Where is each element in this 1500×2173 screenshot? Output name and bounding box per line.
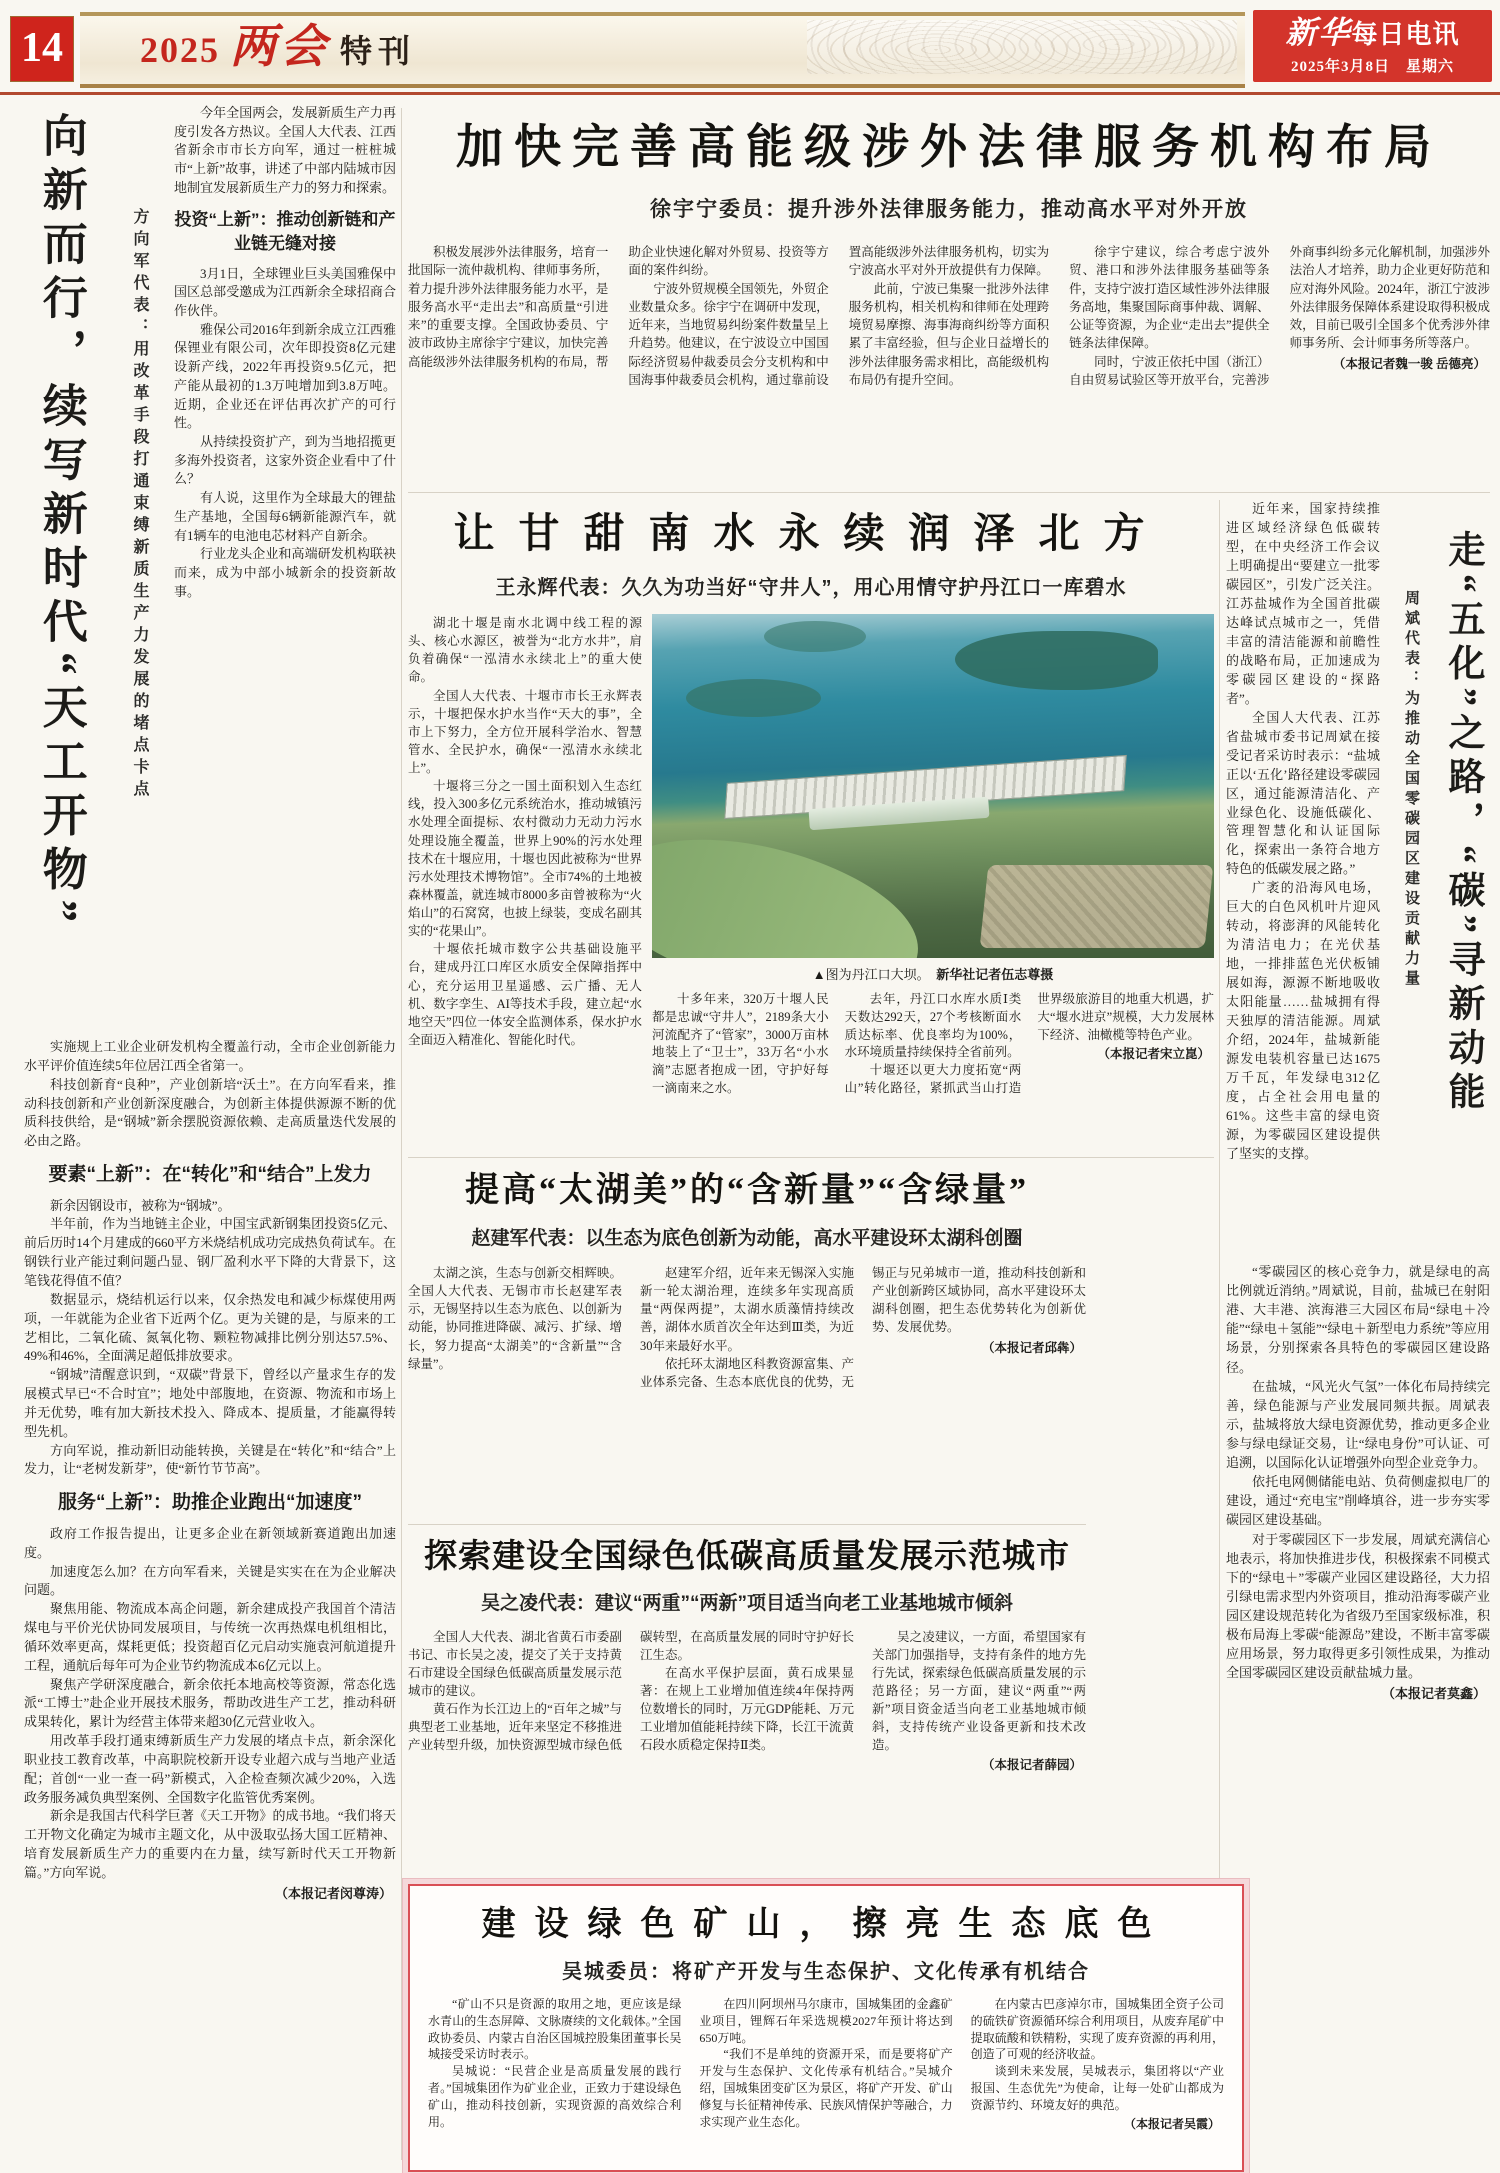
banner-year: 2025 (140, 30, 220, 70)
article-c-photo-block (652, 614, 1214, 1146)
photo-island-shape (686, 679, 821, 717)
paragraph: 有人说，这里作为全球最大的锂盐生产基地，全国每6辆新能源汽车，就有1辆车的电池电芯材料产自新余。 (174, 490, 396, 543)
article-b-byline: 徐宇宁委员：提升涉外法律服务能力，推动高水平对外开放 (650, 198, 1248, 221)
photo-caption: ▲图为丹江口大坝。 新华社记者伍志尊摄 (812, 967, 1054, 982)
article-a-lead-column (170, 104, 396, 1032)
article-e-body (408, 1628, 1086, 1860)
paragraph: 加速度怎么加？在方向军看来，关键是实实在在为企业解决问题。 (24, 1563, 396, 1598)
paragraph: 湖北十堰是南水北调中线工程的源头、核心水源区，被誉为“北方水井”，肩负着确保“一泓清水永续北上”的重大使命。 (408, 616, 642, 685)
paragraph: 新余是我国古代科学巨著《天工开物》的成书地。“我们将天工开物文化确定为城市主题文化，从中汲取弘扬大国工匠精神、培育发展新质生产力的重要内在力量，续写新时代天工开物新篇。”方向军说。 (24, 1808, 396, 1880)
article-c-byline: 王永辉代表：久久为功当好“守井人”，用心用情守护丹江口一库碧水 (495, 577, 1127, 599)
paragraph: 十多年来，320万十堰人民都是忠诚“守井人”，2189条大小河流配齐了“管家”，3000万亩林地装上了“卫士”，33万名“小水滴”志愿者抱成一团，守护好每一滴南来之水。 (652, 992, 829, 1095)
paragraph: 此前，宁波已集聚一批涉外法律服务机构，相关机构和律师在处理跨境贸易摩擦、海事海商纠纷等方面积累了丰富经验，但与企业日益增长的涉外法律服务需求相比，高能级机构布局仍有提升空间。 (848, 281, 1050, 387)
article-a-headline: 向新而行，续写新时代“天工开物” (35, 112, 86, 931)
article-c-headline: 让甘甜南水永续润泽北方 (453, 510, 1169, 556)
article-c-reporter-signature: （本报记者宋立崑） (1097, 1047, 1210, 1062)
article-g-body (1226, 1262, 1490, 2150)
paragraph: “我们不是单纯的资源开采，而是要将矿产开发与生态保护、文化传承有机结合。”吴城介绍，国城集团变矿区为景区，将矿产开发、矿山修复与长征精神传承、民族风情保护等融合，力求实现产业生态化。 (699, 2047, 953, 2129)
article-a-byline: 方向军代表：用改革手段打通束缚新质生产力发展的堵点卡点 (131, 208, 148, 802)
article-e-reporter-signature: （本报记者薛园） (981, 1758, 1082, 1772)
column-rule-left (401, 108, 402, 2160)
article-g-reporter-signature: （本报记者莫鑫） (1381, 1686, 1486, 1702)
article-g-lead-column (1226, 500, 1380, 1248)
article-a-section3-text (24, 1525, 396, 1883)
paragraph: “零碳园区的核心竞争力，就是绿电的高比例就近消纳。”周斌说，目前，盐城已在射阳港、大丰港、滨海港三大园区布局“绿电＋冷能”“绿电＋氢能”“绿电＋新型电力系统”等应用场景，分别探索各具特色的零碳园区建设路径。 (1226, 1264, 1490, 1375)
paragraph: 广袤的沿海风电场，巨大的白色风机叶片迎风转动，将澎湃的风能转化为清洁电力；在光伏基地，一排排蓝色光伏板铺展如海，源源不断地吸收太阳能量……盐城拥有得天独厚的清洁能源。周斌介绍，2024年，盐城新能源发电装机容量已达1675万千瓦，年发绿电312亿度，占全社会用电量的61%。这些丰富的绿电资源，为零碳园区建设提供了坚实的支撑。 (1226, 880, 1380, 1161)
article-c-left-column (408, 614, 642, 1146)
paragraph: 政府工作报告提出，让更多企业在新领域新赛道跑出加速度。 (24, 1525, 396, 1560)
article-green-lowcarbon-city (408, 1530, 1086, 1872)
article-b-body (408, 243, 1490, 484)
paragraph: 在盐城，“风光火气氢”一体化布局持续完善，绿色能源与产业发展同频共振。周斌表示，盐城将放大绿电资源优势，推动更多企业参与绿电绿证交易，让“绿电身份”可认证、可追溯，以国际化认证增强外向型企业竞争力。 (1226, 1378, 1490, 1471)
section-rule-2 (408, 1157, 1214, 1158)
paragraph: 新余因钢设市，被称为“钢城”。 (50, 1197, 231, 1213)
paragraph: “钢城”清醒意识到，“双碳”背景下，曾经以产量求生存的发展模式早已“不合时宜”；地处中部腹地，在资源、物流和市场上并无优势，唯有加大新技术投入、降成本、提质量，才能赢得转型先机。 (24, 1367, 396, 1439)
paragraph: 十堰还以更大力度拓宽“两山”转化路径，紧抓武当山打造世界级旅游目的地重大机遇，扩大“堰水进京”规模，大力发展林下经济、油橄榄等特色产业。 (844, 992, 1214, 1095)
article-f-headline: 建设绿色矿山，擦亮生态底色 (481, 1906, 1171, 1943)
paragraph: 从持续投资扩产，到为当地招揽更多海外投资者，这家外资企业看中了什么？ (174, 434, 396, 487)
article-zero-carbon-parks (1226, 500, 1490, 2162)
article-a-section1-continued (24, 1038, 396, 1151)
article-f-body (428, 1996, 1224, 2164)
article-g-byline: 周斌代表：为推动全国零碳园区建设贡献力量 (1403, 590, 1420, 990)
article-south-north-water (408, 500, 1214, 1152)
paragraph: 积极发展涉外法律服务，培育一批国际一流仲裁机构、律师事务所，着力提升涉外法律服务能力水平，是服务高水平“走出去”和高质量“引进来”的重要支撑。全国政协委员、宁波市政协主席徐宇宁建议，加快完善高能级涉外法律服务机构的布局，帮助企业快速化解对外贸易、投资等方面的案件纠纷。 (408, 245, 829, 369)
danjiangkou-dam-photo (652, 614, 1214, 958)
article-d-body (408, 1264, 1086, 1510)
paragraph: 方向军说，推动新旧动能转换，关键是在“转化”和“结合”上发力，让“老树发新芽”，使“新竹节节高”。 (24, 1442, 396, 1477)
masthead-title-script: 新华 (1285, 15, 1352, 51)
article-f-reporter-signature: （本报记者吴霞） (1123, 2116, 1220, 2131)
article-d-byline: 赵建军代表：以生态为底色创新为动能，高水平建设环太湖科创圈 (471, 1228, 1023, 1249)
article-d-reporter-signature: （本报记者邱犇） (981, 1340, 1082, 1355)
paragraph: 太湖之滨，生态与创新交相辉映。全国人大代表、无锡市市长赵建军表示，无锡坚持以生态为底色、以创新为动能，协同推进降碳、减污、扩绿、增长，努力提高“太湖美”的“含新量”“含绿量”。 (408, 1266, 622, 1371)
paragraph: 十堰将三分之一国土面积划入生态红线，投入300多亿元系统治水，推动城镇污水处理全面提标、农村微动力无动力污水处理设施全覆盖，世界上90%的污水处理技术在十堰应用，十堰也因此被称为“世界污水处理技术博物馆”。全市74%的土地被森林覆盖，就连城市8000多亩曾被称为“火焰山”的石窝窝，也披上绿装，变成名副其实的“花果山”。 (408, 779, 642, 939)
paragraph: 近年来，国家持续推进区域经济绿色低碳转型，在中央经济工作会议上明确提出“要建立一批零碳园区”，引发广泛关注。江苏盐城作为全国首批碳达峰试点城市之一，凭借丰富的清洁能源和前瞻性的战略布局，正加速成为零碳园区建设的“探路者”。 (1226, 501, 1380, 706)
edition-banner (80, 12, 1245, 88)
paragraph: 聚焦产学研深度融合，新余依托本地高校等资源，常态化选派“工博士”赴企业开展技术服务，帮助改进生产工艺，推动科研成果转化，累计为经营主体带来超30亿元营业收入。 (24, 1676, 396, 1730)
paragraph: 十堰依托城市数字公共基础设施平台，建成丹江口库区水质安全保障指挥中心，充分运用卫星遥感、云广播、无人机、数字孪生、AI等技术手段，建立起“水地空天”四位一体安全监测体系，保水护水全面迈入精准化、智能化时代。 (408, 942, 642, 1047)
article-g-vertical-headline-block (1380, 500, 1488, 1248)
article-foreign-legal-services (408, 104, 1490, 484)
article-a-vertical-headline-block (24, 104, 170, 1032)
paragraph: 赵建军介绍，近年来无锡深入实施新一轮太湖治理，连续多年实现高质量“两保两提”，太湖水质藻情持续改善，湖体水质首次全年达到Ⅲ类，为近30年来最好水平。 (640, 1266, 854, 1353)
paragraph: 实施规上工业企业研发机构全覆盖行动，全市企业创新能力水平评价值连续5年位居江西全省第一。 (24, 1039, 396, 1073)
article-a-body (24, 1038, 396, 2148)
article-g-headline: 走“五化”之路，“碳”寻新动能 (1442, 530, 1483, 1116)
masthead (1253, 10, 1492, 82)
page-number: 14 (10, 16, 74, 82)
paragraph: 宁波外贸规模全国领先，外贸企业数量众多。徐宇宁在调研中发现，近年来，当地贸易纠纷案件数量呈上升趋势。他建议，在宁波设立中国国际经济贸易仲裁委员会分支机构和中国海事仲裁委员会机构，通过靠前设置高能级涉外法律服务机构，切实为宁波高水平对外开放提供有力保障。 (628, 245, 1050, 387)
paragraph: 依托环太湖地区科教资源富集、产业体系完备、生态本底优良的优势，无锡正与兄弟城市一道，推动科技创新和产业创新跨区域协同，高水平建设环太湖科创圈，把生态优势转化为创新优势、发展优势。 (640, 1266, 1086, 1389)
paragraph: 行业龙头企业和高端研发机构联袂而来，成为中部小城新余的投资新故事。 (174, 546, 396, 599)
photo-island-shape (764, 621, 865, 652)
paragraph: 谈到未来发展，吴城表示，集团将以“产业报国、生态优先”为使命，让每一处矿山都成为资源节约、环境友好的典范。 (970, 2064, 1224, 2112)
article-e-headline: 探索建设全国绿色低碳高质量发展示范城市 (424, 1539, 1070, 1575)
paragraph: 同时，宁波正依托中国（浙江）自由贸易试验区等开放平台，完善涉外商事纠纷多元化解机制，加强涉外法治人才培养，助力企业更好防范和应对海外风险。2024年，浙江宁波涉外法律服务保障体系建设取得积极成效，目前已吸引全国多个优秀涉外律师事务所、会计师事务所等落户。 (1069, 245, 1490, 387)
section-rule-1 (408, 492, 1490, 493)
paragraph: 聚焦用能、物流成本高企问题，新余建成投产我国首个清洁煤电与平价光伏协同发展项目，与传统一次再热煤电机组相比，循环效率更高，煤耗更低；投资超百亿元启动实施袁河航道提升工程，通航后每年可为企业节约物流成本6亿元以上。 (24, 1601, 396, 1673)
paragraph: 雅保公司2016年到新余成立江西雅保锂业有限公司，次年即投资8亿元建设新产线，2022年再投资9.5亿元，把产能从最初的1.3万吨增加到3.8万吨。近期，企业还在评估再次扩产的可行性。 (174, 321, 396, 431)
paragraph: 今年全国两会，发展新质生产力再度引发各方热议。全国人大代表、江西省新余市市长方向军，通过一桩桩城市“上新”故事，讲述了中部内陆城市因地制宜发展新质生产力的努力和探索。 (174, 105, 396, 195)
masthead-date: 2025年3月8日 星期六 (1290, 58, 1455, 75)
article-taihu-lake (408, 1162, 1086, 1518)
article-tiangong-kaiwu (24, 104, 396, 2162)
article-a-section2-title: 要素“上新”：在“转化”和“结合”上发力 (48, 1164, 372, 1186)
paragraph: 在高水平保护层面，黄石成果显著：在规上工业增加值连续4年保持两位数增长的同时，万元GDP能耗、万元工业增加值能耗持续下降，长江干流黄石段水质稳定保持Ⅱ类。 (640, 1666, 854, 1752)
article-e-byline: 吴之凌代表：建议“两重”“两新”项目适当向老工业基地城市倾斜 (480, 1593, 1013, 1614)
article-f-byline: 吴城委员：将矿产开发与生态保护、文化传承有机结合 (562, 1961, 1090, 1983)
photo-island-shape (955, 631, 1157, 689)
paragraph: 半年前，作为当地链主企业，中国宝武新钢集团投资5亿元、前后历时14个月建成的660平方米烧结机成功完成热负荷试车。在钢铁行业产能过剩问题凸显、钢厂盈利水平下降的大背景下，这笔钱花得值不值？ (24, 1216, 396, 1288)
paragraph: 依托电网侧储能电站、负荷侧虚拟电厂的建设，通过“充电宝”削峰填谷，进一步夯实零碳园区建设基础。 (1226, 1474, 1490, 1528)
article-green-mines-boxed (408, 1884, 1244, 2172)
paragraph: 全国人大代表、湖北省黄石市委副书记、市长吴之凌，提交了关于支持黄石市建设全国绿色低碳高质量发展示范城市的建议。 (408, 1630, 622, 1698)
paragraph: 在内蒙古巴彦淖尔市，国城集团全资子公司的硫铁矿资源循环综合利用项目，从废弃尾矿中提取硫酸和铁精粉，实现了废弃资源的再利用，创造了可观的经济收益。 (970, 1997, 1224, 2062)
paragraph: 科技创新育“良种”，产业创新培“沃土”。在方向军看来，推动科技创新和产业创新深度融合，为创新主体提供源源不断的优质科技供给，是“钢城”新余摆脱资源依赖、走高质量迭代发展的必由之路。 (24, 1076, 396, 1149)
article-d-headline: 提高“太湖美”的“含新量”“含绿量” (465, 1172, 1029, 1209)
paragraph: 吴之凌建议，一方面，希望国家有关部门加强指导，支持有条件的地方先行先试，探索绿色低碳高质量发展的示范路径；另一方面，建议“两重”“两新”项目资金适当向老工业基地城市倾斜，支持传统产业设备更新和技术改造。 (872, 1630, 1086, 1752)
article-a-section1-title: 投资“上新”：推动创新链和产业链无缝对接 (174, 209, 396, 254)
article-b-headline: 加快完善高能级涉外法律服务机构布局 (456, 122, 1442, 174)
article-a-section3-title: 服务“上新”：助推企业跑出“加速度” (57, 1492, 362, 1514)
header-divider-rule (0, 92, 1500, 95)
paragraph: 徐宇宁建议，综合考虑宁波外贸、港口和涉外法律服务基础等条件，支持宁波打造区域性涉外法律服务高地，集聚国际商事仲裁、调解、公证等资源，为企业“走出去”提供全链条法律保障。 (1069, 245, 1270, 351)
paragraph: 3月1日，全球锂业巨头美国雅保中国区总部受邀成为江西新余全球招商合作伙伴。 (174, 265, 396, 318)
photo-town-area (979, 865, 1212, 948)
paragraph: 用改革手段打通束缚新质生产力发展的堵点卡点，新余深化职业技工教育改革，中高职院校新开设专业超六成与当地产业适配；首创“一业一查一码”新模式，入企检查频次减少20%，入选政务服务减负典型案例、全国数字化监管优秀案例。 (24, 1733, 396, 1805)
paragraph: 全国人大代表、江苏省盐城市委书记周斌在接受记者采访时表示：“盐城正以‘五化’路径建设零碳园区，通过能源清洁化、产业绿色化、设施低碳化、管理智慧化和认证国际化，探索出一条符合地方特色的低碳发展之路。” (1226, 709, 1380, 877)
article-a-intro (174, 104, 396, 198)
article-a-section1-text (174, 265, 396, 602)
article-a-section2-text (24, 1197, 396, 1480)
masthead-title: 新华每日电讯 (1285, 15, 1460, 51)
paragraph: 黄石作为长江边上的“百年之城”与典型老工业基地，近年来坚定不移推进产业转型升级，加快资源型城市绿色低碳转型，在高质量发展的同时守护好长江生态。 (408, 1630, 854, 1752)
paragraph: “矿山不只是资源的取用之地，更应该是绿水青山的生态屏障、文脉赓续的文化载体。”全国政协委员、内蒙古自治区国城控股集团董事长吴城接受采访时表示。 (428, 1997, 682, 2062)
decorative-swirl-graphic (807, 20, 1237, 74)
photo-credit: 新华社记者伍志尊摄 (936, 967, 1054, 982)
paragraph: 全国人大代表、十堰市市长王永辉表示，十堰把保水护水当作“天大的事”，全市上下努力，全方位开展科学治水、智慧管水、全民护水，确保“一泓清水永续北上”。 (408, 688, 642, 775)
article-a-reporter-signature: （本报记者闵尊涛） (274, 1885, 392, 1901)
paragraph: 去年，丹江口水库水质Ⅰ类天数达292天，27个考核断面水质达标率、优良率均为100%，水环境质量持续保持全省前列。 (844, 992, 1022, 1060)
paragraph: 在四川阿坝州马尔康市，国城集团的金鑫矿业项目，锂辉石年采选规模2027年预计将达到650万吨。 (699, 1997, 953, 2045)
section-rule-3 (408, 1524, 1086, 1525)
paragraph: 对于零碳园区下一步发展，周斌充满信心地表示，将加快推进步伐，积极探索不同模式下的“绿电＋”零碳产业园区建设路径，大力招引绿电需求型内外资项目，推动沿海零碳产业园区建设规范转化为省级乃至国家级标准，积极布局海上零碳“能源岛”建设，不断丰富零碳应用场景，努力取得更多引领性成果，为推动全国零碳园区建设贡献盐城力量。 (1226, 1531, 1490, 1681)
banner-event-title: 两会 (230, 21, 330, 72)
paragraph: 数据显示，烧结机运行以来，仅余热发电和减少标煤使用两项，一年就能为企业省下近两个亿。更为关键的是，与原来的工艺相比，二氧化硫、氮氧化物、颗粒物减排比例分别达57.5%、49%和46%，全面满足超低排放要求。 (24, 1291, 396, 1364)
banner-suffix: 特刊 (340, 33, 417, 69)
paragraph: 吴城说：“民营企业是高质量发展的践行者。”国城集团作为矿业企业，正致力于建设绿色矿山，推动科技创新，实现资源的高效综合利用。 (428, 2064, 682, 2129)
photo-downstream-river (652, 817, 933, 958)
article-c-lower-columns (652, 991, 1214, 1143)
article-b-reporter-signature: （本报记者魏一骏 岳德亮） (1332, 356, 1486, 371)
